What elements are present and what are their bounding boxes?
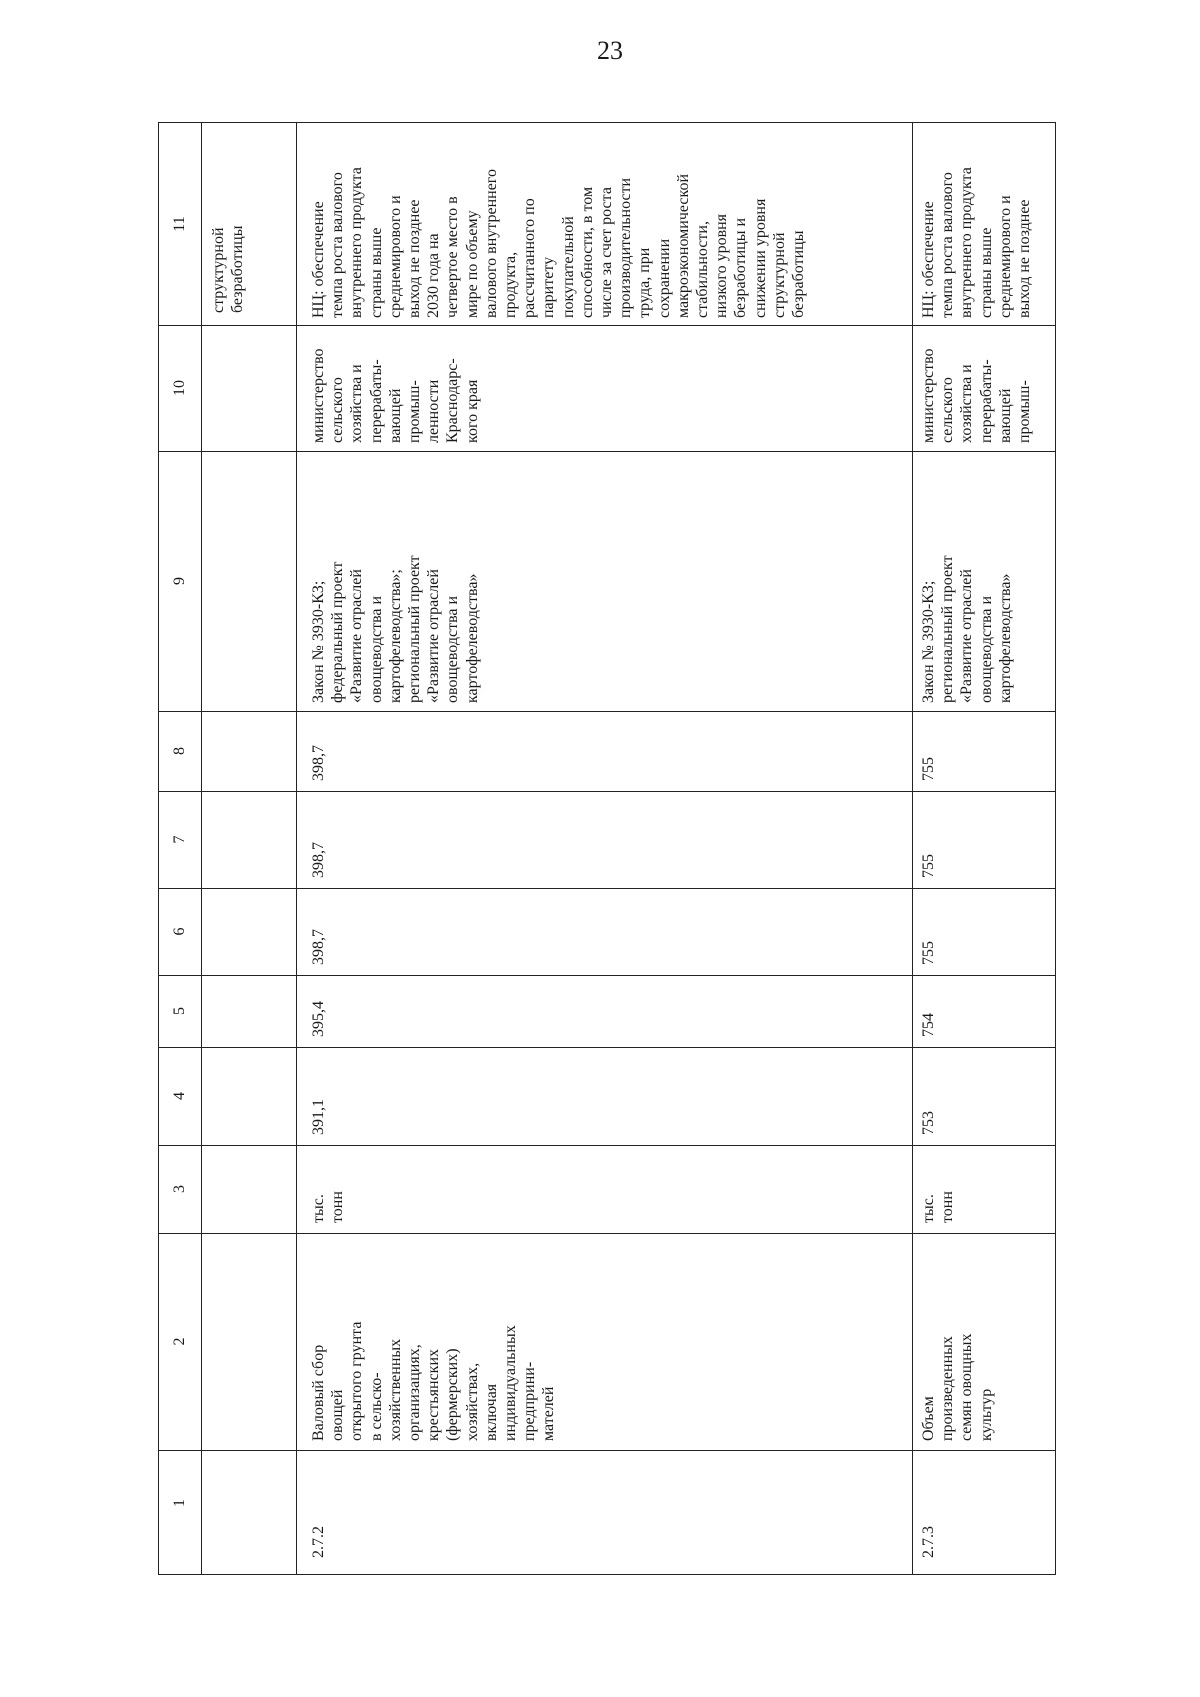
row-2-7-2-legal-basis: Закон № 3930-КЗ; федеральный проект «Развитие отраслей овощеводства и картофелеводства»; региональный проект «Развитие отраслей овощеводства и картофелеводства» — [310, 555, 481, 703]
column-header-4: 4 — [171, 1092, 188, 1100]
row-2-7-2-number: 2.7.2 — [310, 1526, 327, 1558]
row-2-7-2-value-col6: 398,7 — [310, 929, 327, 965]
header-column-divider — [201, 123, 202, 1574]
column-header-9: 9 — [171, 577, 188, 585]
row-2-7-2-indicator: Валовый сбор овощей открытого грунта в сельско- хозяйственных организациях, крестьянских (фермерских) хозяйствах, включая индивидуальных предприни- мателей — [310, 1321, 558, 1441]
column-header-6: 6 — [171, 927, 188, 936]
row-2-7-3-number: 2.7.3 — [920, 1526, 937, 1558]
row-2-7-2-responsible: министерство сельского хозяйства и перерабаты- вающей промыш- ленности Краснодарс- кого края — [310, 348, 481, 443]
column-header-5: 5 — [171, 1007, 188, 1015]
column-header-2: 2 — [171, 1337, 188, 1346]
row-2-7-3-unit: тыс. тонн — [920, 1191, 957, 1223]
row-2-7-3-indicator: Объем произведенных семян овощных культур — [920, 1333, 995, 1441]
row-2-7-3-goal: НЦ: обеспечение темпа роста валового внутреннего продукта страны выше среднемирового и выход не позднее — [920, 167, 1034, 318]
row-2-7-2-goal: НЦ: обеспечение темпа роста валового внутреннего продукта страны выше среднемирового и выход не позднее 2030 года на четвертое место в мире по объему валового внутреннего продукта, рассчитанного по паритету покупательной способности, в том числе за счет роста производительности труда, при сохранении макроэкономической стабильности, низкого уровня безработицы и снижении уровня структурной безработицы — [310, 167, 808, 318]
row-2-7-2-value-col8: 398,7 — [310, 745, 327, 781]
column-header-10: 10 — [171, 380, 188, 396]
row-2-7-3-value-col7: 755 — [920, 854, 937, 878]
column-header-3: 3 — [171, 1185, 188, 1193]
row-2-7-2-value-col5: 395,4 — [310, 1001, 327, 1037]
row-2-7-3-responsible: министерство сельского хозяйства и перерабаты- вающей промыш- — [920, 348, 1034, 443]
row-2-7-2-value-col4: 391,1 — [310, 1099, 327, 1135]
page-number: 23 — [597, 36, 623, 65]
row-2-7-3-value-col6: 755 — [920, 941, 937, 965]
sideways-table — [158, 122, 1056, 1575]
row-2-7-3-value-col4: 753 — [920, 1111, 937, 1135]
row-2-7-3-value-col8: 755 — [920, 757, 937, 781]
row-2-7-3-value-col5: 754 — [920, 1013, 937, 1037]
column-header-11: 11 — [171, 216, 188, 232]
column-header-1: 1 — [171, 1499, 188, 1507]
row-2-7-2-value-col7: 398,7 — [310, 842, 327, 878]
column-header-7: 7 — [171, 835, 188, 844]
column-header-8: 8 — [171, 747, 188, 755]
row-2-7-3-legal-basis: Закон № 3930-КЗ; региональный проект «Развитие отраслей овощеводства и картофелеводства» — [920, 555, 1014, 703]
row-divider — [912, 123, 913, 1574]
continuation-cell-col11: структурной безработицы — [210, 225, 247, 313]
continuation-row-divider — [296, 123, 297, 1574]
row-2-7-2-unit: тыс. тонн — [310, 1191, 347, 1223]
